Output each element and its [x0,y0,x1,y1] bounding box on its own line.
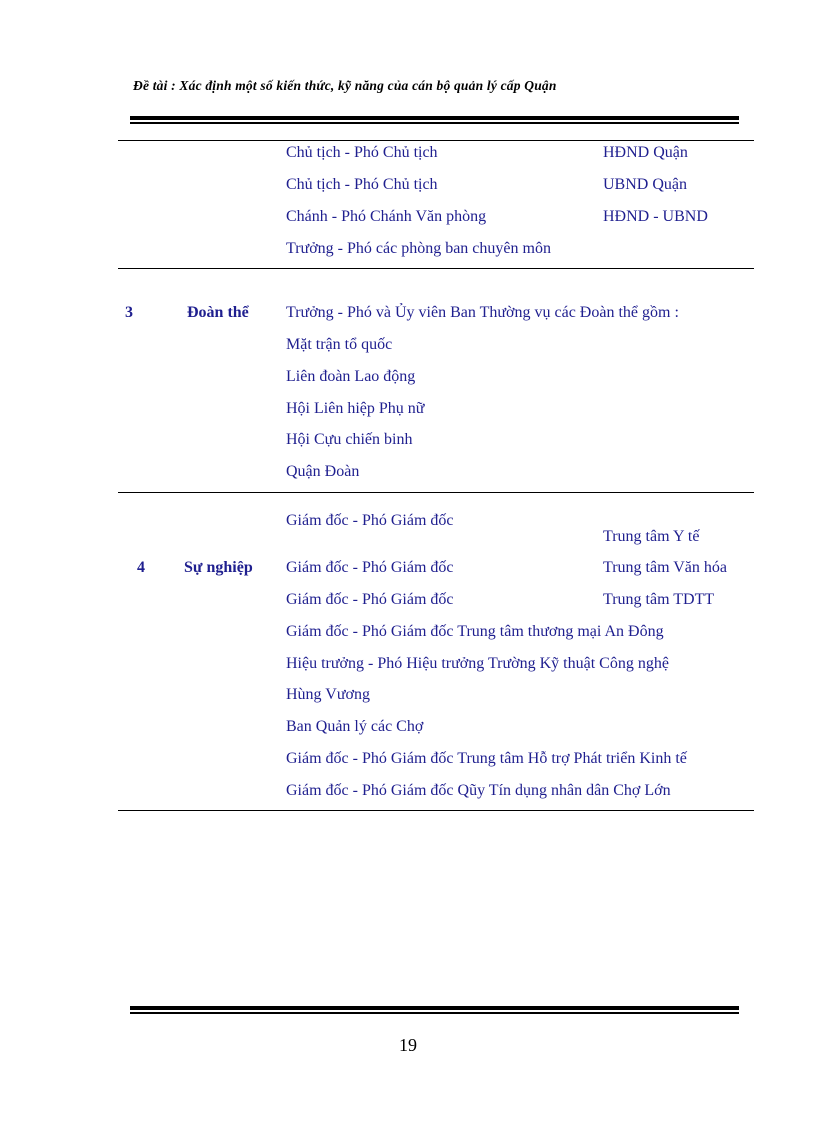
group-doan-the: Đoàn thể [187,304,249,321]
position-chairman-hdnd: Chủ tịch - Phó Chủ tịch [286,144,438,161]
list-item: Giám đốc - Phó Giám đốc Trung tâm Hỗ trợ Phát triển Kinh tế [286,750,687,767]
list-item: Trưởng - Phó và Ủy viên Ban Thường vụ các Đoàn thể gồm : [286,304,679,321]
position-director-1: Giám đốc - Phó Giám đốc [286,512,454,529]
row-number-3: 3 [125,304,133,321]
header-rule-thin [130,122,739,124]
table-divider [118,140,754,141]
unit-ubnd-quan: UBND Quận [603,176,687,193]
position-dept-heads: Trưởng - Phó các phòng ban chuyên môn [286,240,551,257]
unit-hdnd-ubnd: HĐND - UBND [603,208,708,225]
unit-trung-tam-van-hoa: Trung tâm Văn hóa [603,559,727,576]
list-item: Hội Liên hiệp Phụ nữ [286,400,425,417]
footer-rule-thin [130,1012,739,1014]
table-divider [118,492,754,493]
page-number: 19 [399,1035,417,1055]
list-item: Hùng Vương [286,686,370,703]
list-item: Giám đốc - Phó Giám đốc Qũy Tín dụng nhân dân Chợ Lớn [286,782,671,799]
page-header-title: Đề tài : Xác định một số kiến thức, kỹ năng của cán bộ quản lý cấp Quận [133,78,557,93]
table-divider [118,268,754,269]
list-item: Ban Quản lý các Chợ [286,718,424,735]
position-chief-office: Chánh - Phó Chánh Văn phòng [286,208,487,225]
list-item: Giám đốc - Phó Giám đốc Trung tâm thương mại An Đông [286,623,664,640]
unit-trung-tam-tdtt: Trung tâm TDTT [603,591,715,608]
position-director-3: Giám đốc - Phó Giám đốc [286,591,454,608]
position-director-2: Giám đốc - Phó Giám đốc [286,559,454,576]
header-rule-thick [130,116,739,120]
list-item: Quận Đoàn [286,463,360,480]
list-item: Hội Cựu chiến binh [286,431,413,448]
list-item: Hiệu trưởng - Phó Hiệu trưởng Trường Kỹ thuật Công nghệ [286,655,669,672]
row-number-4: 4 [137,559,145,576]
unit-hdnd-quan: HĐND Quận [603,144,688,161]
group-su-nghiep: Sự nghiệp [184,559,253,576]
position-chairman-ubnd: Chủ tịch - Phó Chủ tịch [286,176,438,193]
table-divider [118,810,754,811]
footer-rule-thick [130,1006,739,1010]
list-item: Mặt trận tổ quốc [286,336,393,353]
unit-trung-tam-y-te: Trung tâm Y tế [603,528,700,545]
list-item: Liên đoàn Lao động [286,368,416,385]
